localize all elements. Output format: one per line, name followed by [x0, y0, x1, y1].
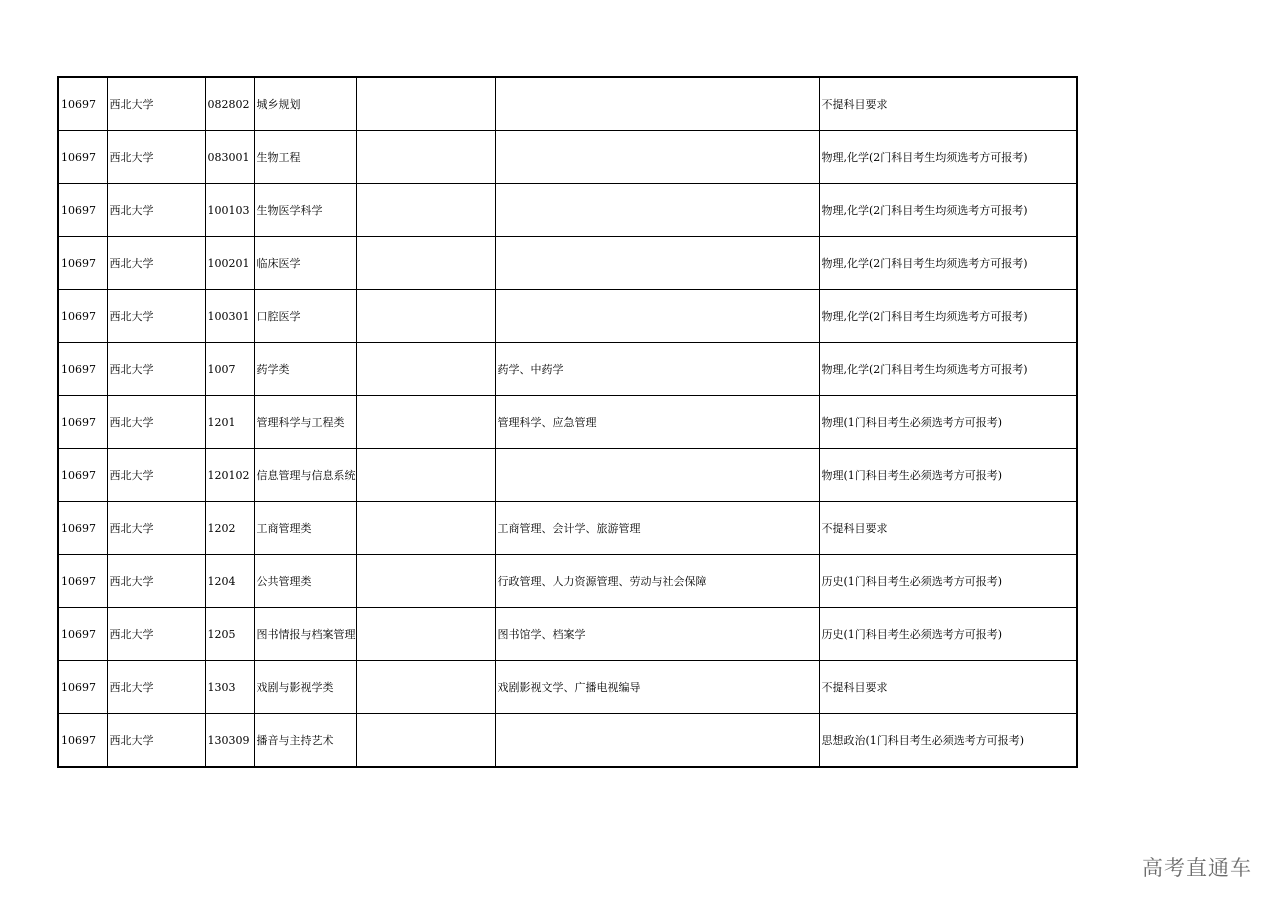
- requirement-cell: 思想政治(1门科目考生必须选考方可报考): [819, 714, 1077, 768]
- included-majors-cell: [495, 714, 819, 768]
- table-row: [58, 290, 1077, 343]
- school-name-cell: 西北大学: [107, 661, 205, 714]
- requirement-cell: 物理(1门科目考生必须选考方可报考): [819, 396, 1077, 449]
- blank-cell: [356, 396, 495, 449]
- school-name-cell: 西北大学: [107, 714, 205, 768]
- major-code-cell: 1204: [205, 555, 254, 608]
- school-name-cell: 西北大学: [107, 449, 205, 502]
- major-name-cell: 城乡规划: [254, 77, 356, 131]
- school-code-cell: 10697: [58, 661, 107, 714]
- school-name-cell: 西北大学: [107, 502, 205, 555]
- blank-cell: [356, 77, 495, 131]
- school-name-cell: 西北大学: [107, 343, 205, 396]
- requirement-cell: 物理,化学(2门科目考生均须选考方可报考): [819, 237, 1077, 290]
- school-code-cell: 10697: [58, 77, 107, 131]
- table-row: [58, 449, 1077, 502]
- requirement-cell: 物理,化学(2门科目考生均须选考方可报考): [819, 131, 1077, 184]
- school-code-cell: 10697: [58, 714, 107, 768]
- school-code-cell: 10697: [58, 343, 107, 396]
- major-name-cell: 戏剧与影视学类: [254, 661, 356, 714]
- blank-cell: [356, 661, 495, 714]
- table-row: [58, 343, 1077, 396]
- major-code-cell: 100301: [205, 290, 254, 343]
- watermark-text: 高考直通车: [1142, 856, 1252, 880]
- major-name-cell: 播音与主持艺术: [254, 714, 356, 768]
- school-code-cell: 10697: [58, 502, 107, 555]
- included-majors-cell: 行政管理、人力资源管理、劳动与社会保障: [495, 555, 819, 608]
- school-code-cell: 10697: [58, 237, 107, 290]
- table-row: [58, 396, 1077, 449]
- included-majors-cell: [495, 449, 819, 502]
- included-majors-cell: 管理科学、应急管理: [495, 396, 819, 449]
- requirement-cell: 历史(1门科目考生必须选考方可报考): [819, 608, 1077, 661]
- table-row: [58, 237, 1077, 290]
- requirement-cell: 物理,化学(2门科目考生均须选考方可报考): [819, 343, 1077, 396]
- school-code-cell: 10697: [58, 449, 107, 502]
- blank-cell: [356, 290, 495, 343]
- major-code-cell: 100201: [205, 237, 254, 290]
- school-code-cell: 10697: [58, 608, 107, 661]
- requirement-cell: 物理,化学(2门科目考生均须选考方可报考): [819, 290, 1077, 343]
- school-code-cell: 10697: [58, 396, 107, 449]
- school-name-cell: 西北大学: [107, 237, 205, 290]
- table-body: [58, 77, 1077, 767]
- major-name-cell: 图书情报与档案管理: [254, 608, 356, 661]
- major-name-cell: 生物医学科学: [254, 184, 356, 237]
- blank-cell: [356, 237, 495, 290]
- requirement-cell: 不提科目要求: [819, 502, 1077, 555]
- major-name-cell: 管理科学与工程类: [254, 396, 356, 449]
- table-row: [58, 661, 1077, 714]
- major-code-cell: 1202: [205, 502, 254, 555]
- blank-cell: [356, 449, 495, 502]
- major-name-cell: 生物工程: [254, 131, 356, 184]
- included-majors-cell: [495, 290, 819, 343]
- school-name-cell: 西北大学: [107, 131, 205, 184]
- school-name-cell: 西北大学: [107, 396, 205, 449]
- requirement-cell: 历史(1门科目考生必须选考方可报考): [819, 555, 1077, 608]
- major-code-cell: 130309: [205, 714, 254, 768]
- school-name-cell: 西北大学: [107, 290, 205, 343]
- blank-cell: [356, 343, 495, 396]
- major-name-cell: 信息管理与信息系统: [254, 449, 356, 502]
- major-name-cell: 药学类: [254, 343, 356, 396]
- school-code-cell: 10697: [58, 184, 107, 237]
- major-code-cell: 1303: [205, 661, 254, 714]
- major-code-cell: 1007: [205, 343, 254, 396]
- included-majors-cell: [495, 77, 819, 131]
- requirement-cell: 不提科目要求: [819, 661, 1077, 714]
- included-majors-cell: [495, 184, 819, 237]
- school-code-cell: 10697: [58, 555, 107, 608]
- school-code-cell: 10697: [58, 290, 107, 343]
- table-row: [58, 608, 1077, 661]
- major-code-cell: 083001: [205, 131, 254, 184]
- requirement-cell: 物理(1门科目考生必须选考方可报考): [819, 449, 1077, 502]
- table-row: [58, 502, 1077, 555]
- included-majors-cell: 工商管理、会计学、旅游管理: [495, 502, 819, 555]
- table-row: [58, 555, 1077, 608]
- included-majors-cell: [495, 237, 819, 290]
- requirement-cell: 物理,化学(2门科目考生均须选考方可报考): [819, 184, 1077, 237]
- major-name-cell: 口腔医学: [254, 290, 356, 343]
- school-name-cell: 西北大学: [107, 555, 205, 608]
- school-name-cell: 西北大学: [107, 184, 205, 237]
- major-code-cell: 1201: [205, 396, 254, 449]
- included-majors-cell: 戏剧影视文学、广播电视编导: [495, 661, 819, 714]
- school-name-cell: 西北大学: [107, 608, 205, 661]
- blank-cell: [356, 131, 495, 184]
- table-row: [58, 184, 1077, 237]
- blank-cell: [356, 714, 495, 768]
- table-row: [58, 77, 1077, 131]
- school-name-cell: 西北大学: [107, 77, 205, 131]
- school-code-cell: 10697: [58, 131, 107, 184]
- major-name-cell: 公共管理类: [254, 555, 356, 608]
- major-code-cell: 1205: [205, 608, 254, 661]
- blank-cell: [356, 555, 495, 608]
- included-majors-cell: [495, 131, 819, 184]
- included-majors-cell: 药学、中药学: [495, 343, 819, 396]
- major-code-cell: 120102: [205, 449, 254, 502]
- blank-cell: [356, 502, 495, 555]
- blank-cell: [356, 184, 495, 237]
- major-code-cell: 100103: [205, 184, 254, 237]
- major-name-cell: 临床医学: [254, 237, 356, 290]
- major-code-cell: 082802: [205, 77, 254, 131]
- requirements-table: [57, 76, 1078, 768]
- table-row: [58, 714, 1077, 768]
- requirement-cell: 不提科目要求: [819, 77, 1077, 131]
- blank-cell: [356, 608, 495, 661]
- major-name-cell: 工商管理类: [254, 502, 356, 555]
- included-majors-cell: 图书馆学、档案学: [495, 608, 819, 661]
- table-row: [58, 131, 1077, 184]
